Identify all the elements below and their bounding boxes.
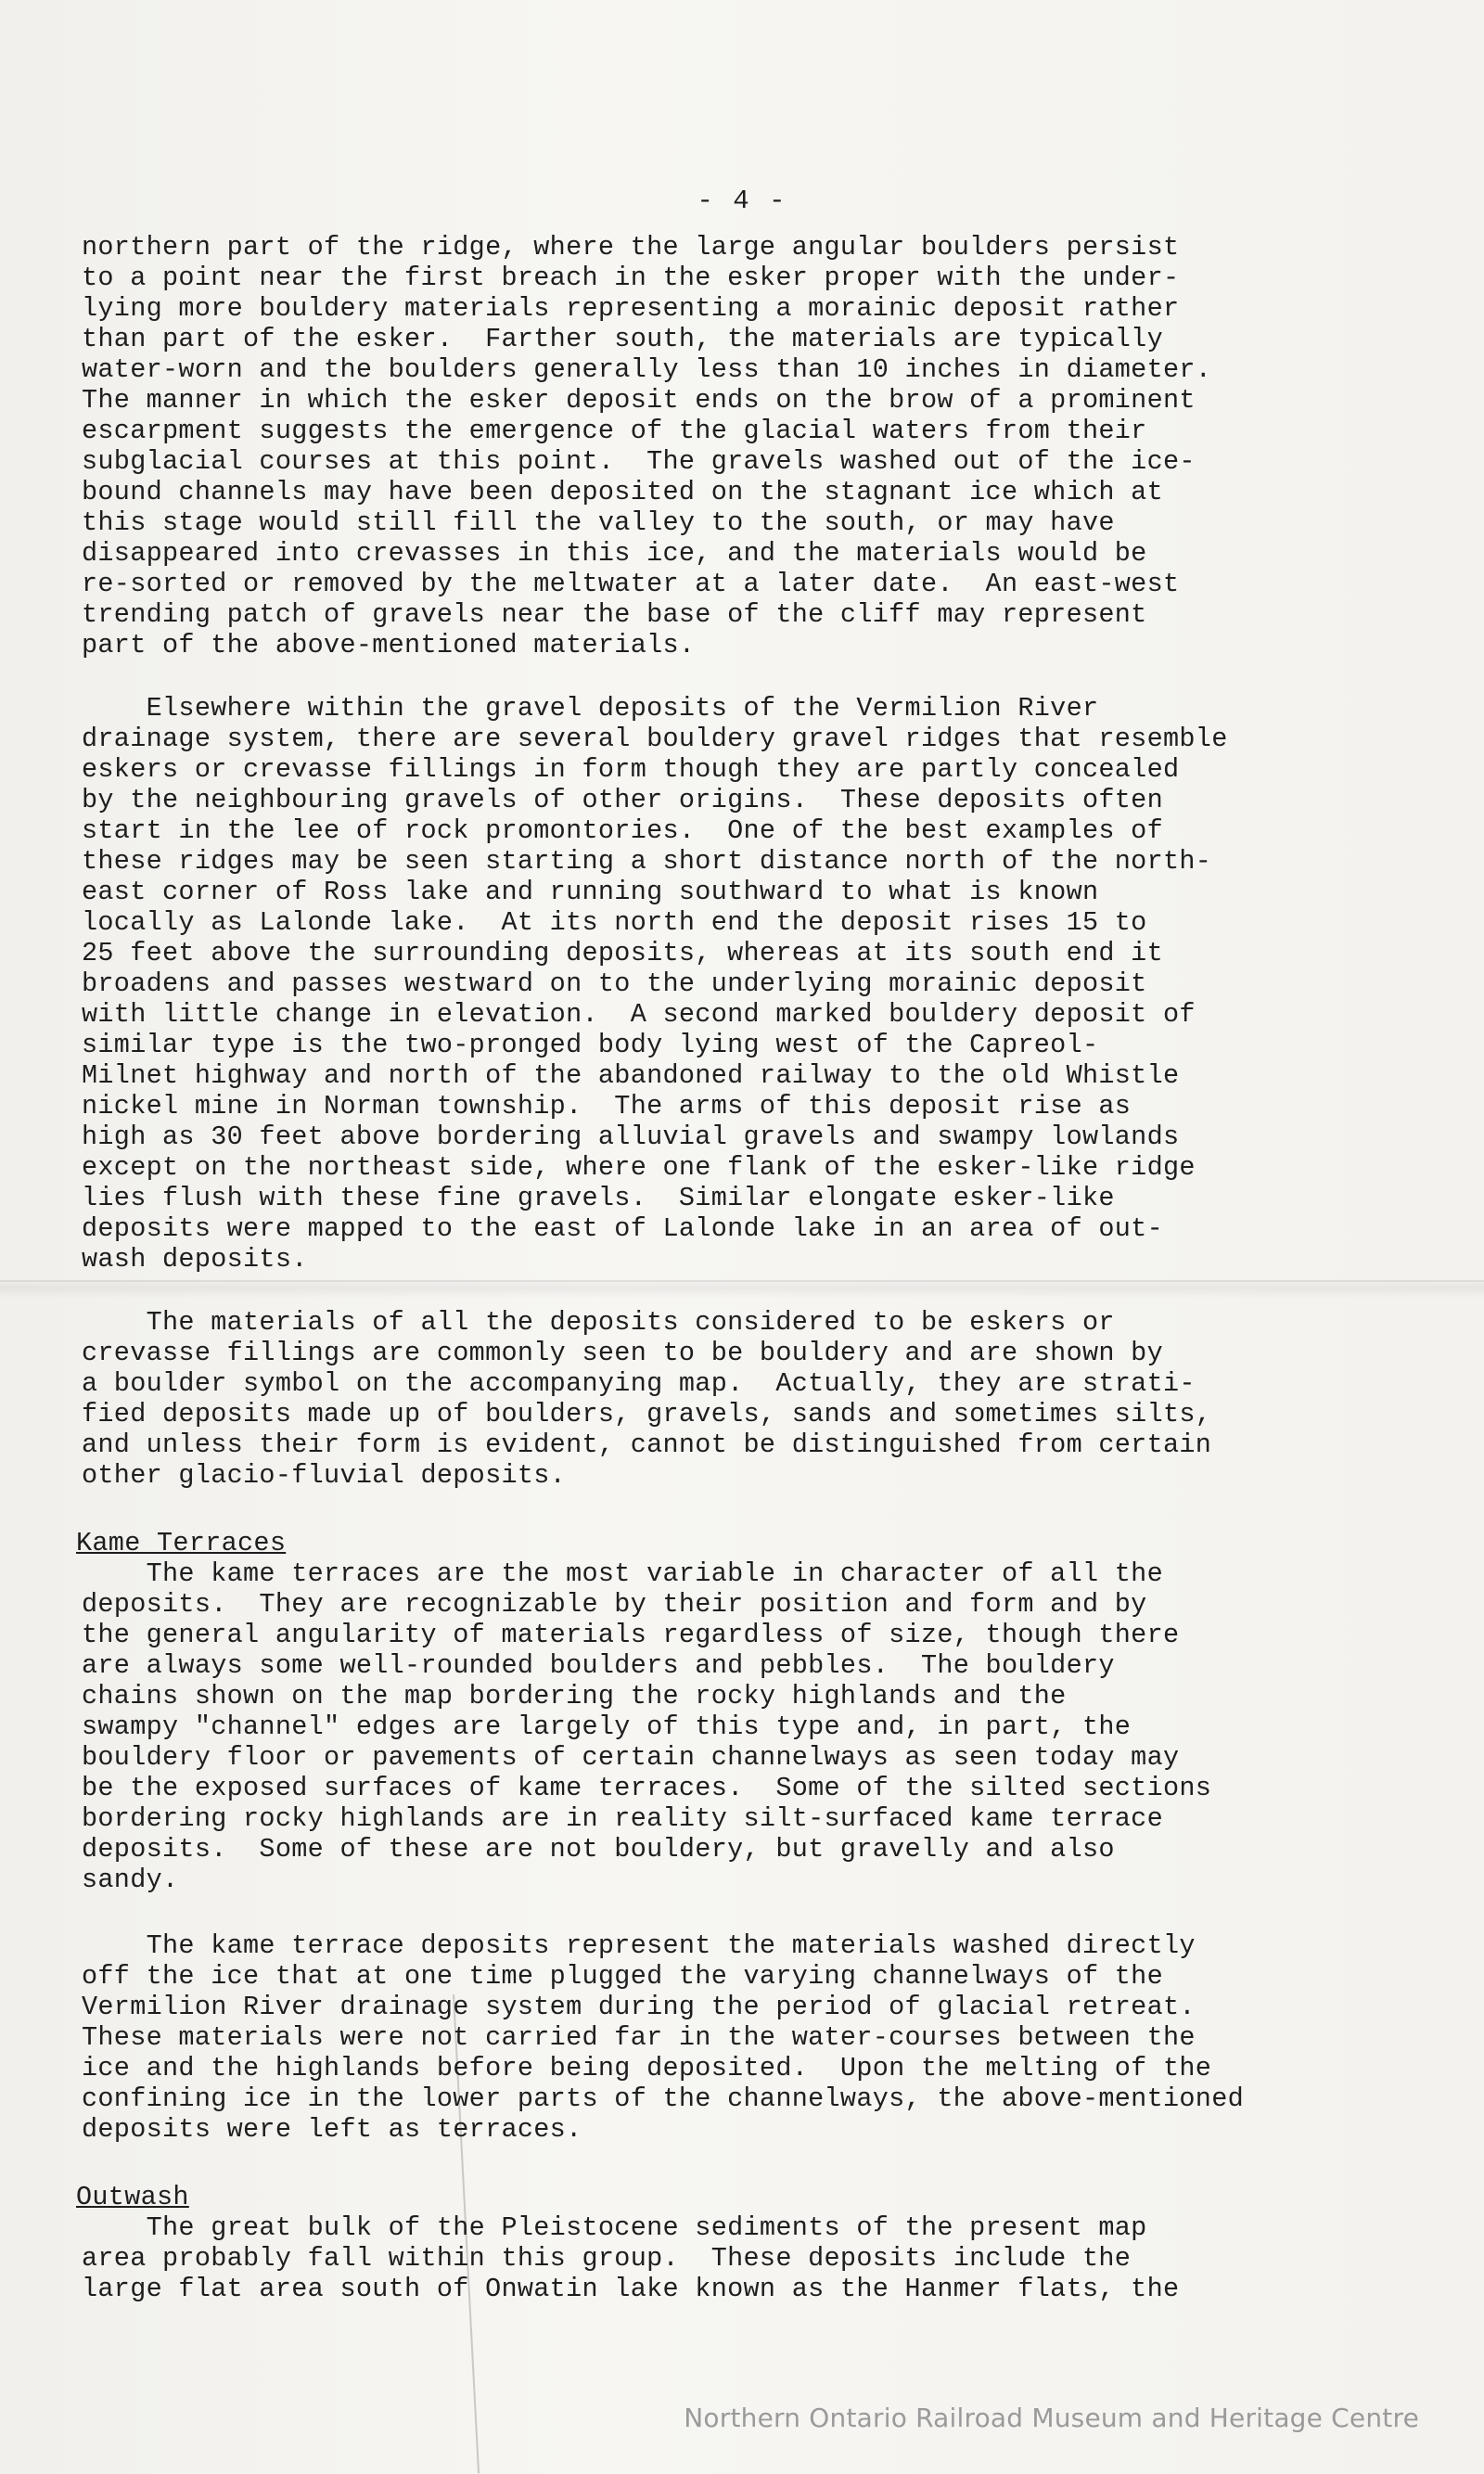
- text-line: off the ice that at one time plugged the varying channelways of the: [82, 1961, 1163, 1992]
- text-line: east corner of Ross lake and running southward to what is known: [82, 877, 1099, 907]
- text-line: drainage system, there are several bouldery gravel ridges that resemble: [82, 724, 1228, 754]
- text-line: by the neighbouring gravels of other origins. These deposits often: [82, 785, 1163, 815]
- text-line: The manner in which the esker deposit ends on the brow of a prominent: [82, 385, 1196, 416]
- text-line: wash deposits.: [82, 1244, 308, 1275]
- paragraph-esker-continued: [82, 232, 1445, 660]
- paragraph-outwash: [82, 2212, 1445, 2304]
- section-heading-outwash: Outwash: [76, 2182, 189, 2212]
- text-line: The great bulk of the Pleistocene sediments of the present map: [82, 2212, 1147, 2243]
- text-line: Vermilion River drainage system during the period of glacial retreat.: [82, 1992, 1196, 2022]
- text-line: than part of the esker. Farther south, the materials are typically: [82, 324, 1163, 354]
- text-line: sandy.: [82, 1865, 179, 1895]
- text-line: eskers or crevasse fillings in form though they are partly concealed: [82, 754, 1180, 785]
- text-line: The materials of all the deposits considered to be eskers or: [82, 1307, 1115, 1338]
- text-line: be the exposed surfaces of kame terraces. Some of the silted sections: [82, 1773, 1212, 1803]
- text-line: deposits were mapped to the east of Lalonde lake in an area of out-: [82, 1213, 1163, 1244]
- page-number: - 4 -: [697, 186, 787, 216]
- paragraph-materials-eskers: [82, 1307, 1445, 1491]
- text-line: start in the lee of rock promontories. One of the best examples of: [82, 815, 1163, 846]
- text-line: to a point near the first breach in the esker proper with the under-: [82, 263, 1180, 293]
- museum-watermark: Northern Ontario Railroad Museum and Heritage Centre: [684, 2403, 1419, 2433]
- text-line: fied deposits made up of boulders, gravels, sands and sometimes silts,: [82, 1399, 1212, 1429]
- text-line: broadens and passes westward on to the underlying morainic deposit: [82, 968, 1147, 999]
- text-line: locally as Lalonde lake. At its north end the deposit rises 15 to: [82, 907, 1147, 938]
- text-line: Elsewhere within the gravel deposits of the Vermilion River: [82, 693, 1099, 724]
- text-line: These materials were not carried far in the water-courses between the: [82, 2022, 1196, 2053]
- section-heading-kame-terraces: Kame Terraces: [76, 1528, 287, 1558]
- text-line: lying more bouldery materials representing a morainic deposit rather: [82, 293, 1180, 324]
- text-line: the general angularity of materials regardless of size, though there: [82, 1620, 1180, 1650]
- text-line: this stage would still fill the valley to the south, or may have: [82, 507, 1115, 538]
- text-line: crevasse fillings are commonly seen to be bouldery and are shown by: [82, 1338, 1163, 1368]
- text-line: trending patch of gravels near the base of the cliff may represent: [82, 599, 1147, 630]
- text-line: and unless their form is evident, cannot be distinguished from certain: [82, 1429, 1212, 1460]
- text-line: escarpment suggests the emergence of the glacial waters from their: [82, 416, 1147, 446]
- text-line: northern part of the ridge, where the large angular boulders persist: [82, 232, 1180, 263]
- text-line: are always some well-rounded boulders and pebbles. The bouldery: [82, 1650, 1115, 1681]
- text-line: chains shown on the map bordering the rocky highlands and the: [82, 1681, 1067, 1711]
- text-line: water-worn and the boulders generally less than 10 inches in diameter.: [82, 354, 1212, 385]
- text-line: disappeared into crevasses in this ice, and the materials would be: [82, 538, 1147, 569]
- text-line: other glacio-fluvial deposits.: [82, 1460, 567, 1491]
- text-line: deposits were left as terraces.: [82, 2114, 582, 2145]
- text-line: Milnet highway and north of the abandoned railway to the old Whistle: [82, 1060, 1180, 1091]
- text-line: large flat area south of Onwatin lake known as the Hanmer flats, the: [82, 2274, 1180, 2304]
- text-line: lies flush with these fine gravels. Similar elongate esker-like: [82, 1183, 1115, 1213]
- text-line: these ridges may be seen starting a short distance north of the north-: [82, 846, 1212, 877]
- text-line: ice and the highlands before being deposited. Upon the melting of the: [82, 2053, 1212, 2083]
- text-line: with little change in elevation. A second marked bouldery deposit of: [82, 999, 1196, 1030]
- text-line: re-sorted or removed by the meltwater at a later date. An east-west: [82, 569, 1180, 599]
- text-line: swampy "channel" edges are largely of this type and, in part, the: [82, 1711, 1132, 1742]
- text-line: bound channels may have been deposited on the stagnant ice which at: [82, 477, 1163, 507]
- text-line: The kame terrace deposits represent the materials washed directly: [82, 1930, 1196, 1961]
- document-body: [76, 232, 1445, 2304]
- text-line: The kame terraces are the most variable in character of all the: [82, 1558, 1163, 1589]
- text-line: except on the northeast side, where one flank of the esker-like ridge: [82, 1152, 1196, 1183]
- text-line: nickel mine in Norman township. The arms of this deposit rise as: [82, 1091, 1132, 1122]
- paragraph-kame-terraces-2: [82, 1930, 1445, 2145]
- paragraph-bouldery-ridges: [82, 693, 1445, 1275]
- paragraph-kame-terraces-1: [82, 1558, 1445, 1895]
- text-line: deposits. They are recognizable by their position and form and by: [82, 1589, 1147, 1620]
- text-line: similar type is the two-pronged body lying west of the Capreol-: [82, 1030, 1099, 1060]
- text-line: high as 30 feet above bordering alluvial gravels and swampy lowlands: [82, 1122, 1180, 1152]
- text-line: confining ice in the lower parts of the channelways, the above-mentioned: [82, 2083, 1244, 2114]
- text-line: subglacial courses at this point. The gravels washed out of the ice-: [82, 446, 1196, 477]
- text-line: part of the above-mentioned materials.: [82, 630, 696, 660]
- text-line: deposits. Some of these are not bouldery, but gravelly and also: [82, 1834, 1115, 1865]
- text-line: area probably fall within this group. These deposits include the: [82, 2243, 1132, 2274]
- text-line: a boulder symbol on the accompanying map. Actually, they are strati-: [82, 1368, 1196, 1399]
- text-line: bouldery floor or pavements of certain channelways as seen today may: [82, 1742, 1180, 1773]
- text-line: bordering rocky highlands are in reality silt-surfaced kame terrace: [82, 1803, 1163, 1834]
- text-line: 25 feet above the surrounding deposits, whereas at its south end it: [82, 938, 1163, 968]
